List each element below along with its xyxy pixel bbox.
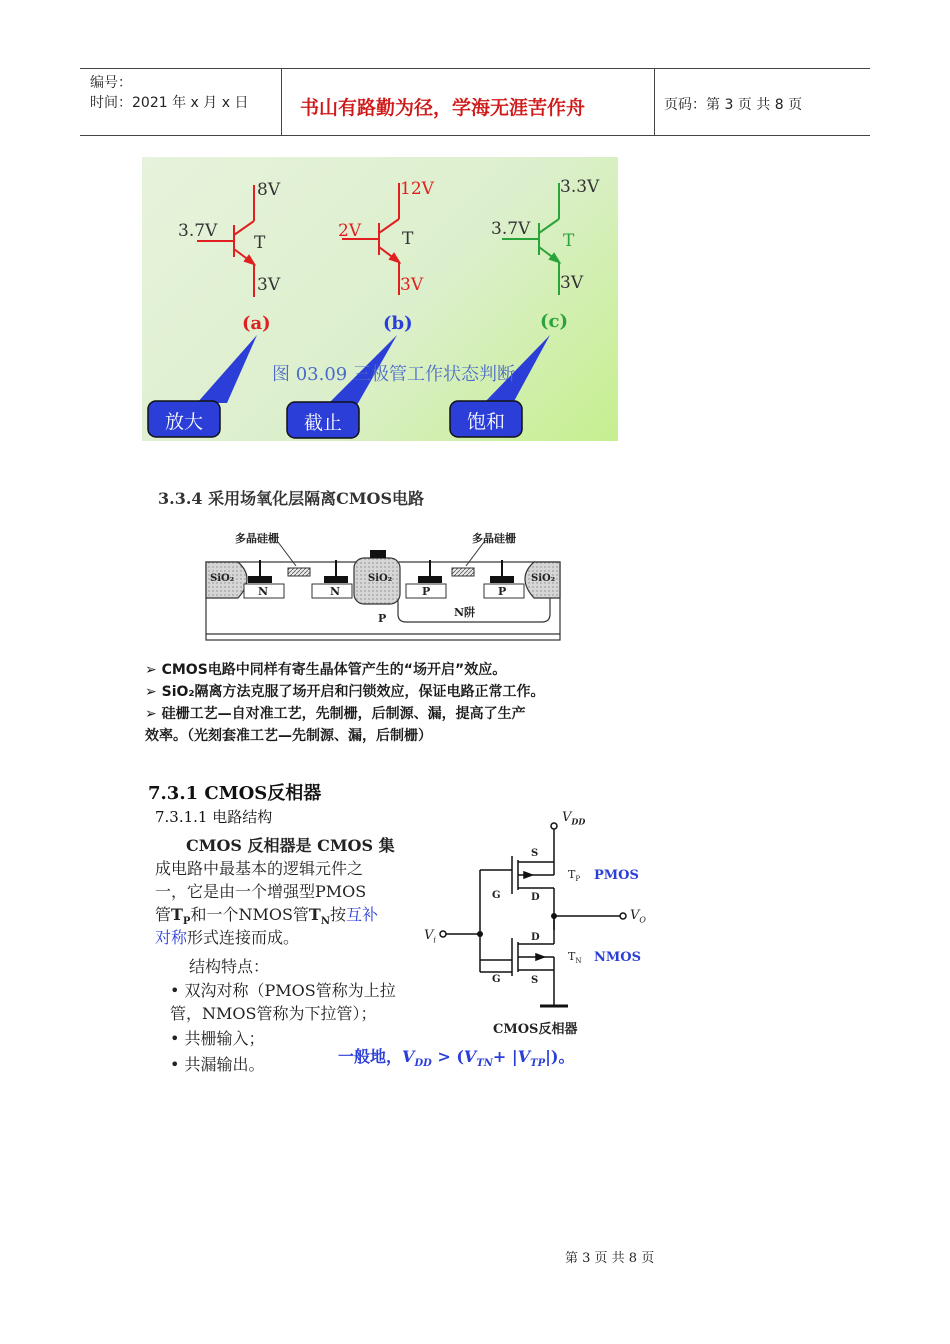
- nmos-drain-label: D: [531, 932, 540, 943]
- a-t-label: T: [254, 233, 266, 253]
- pmos-drain-label: D: [531, 892, 540, 903]
- page-indicator: 页码：第 3 页 共 8 页: [664, 97, 803, 113]
- symmetric-link[interactable]: 对称: [155, 928, 188, 947]
- b-base-voltage: 2V: [338, 221, 362, 241]
- transistor-a: [197, 185, 254, 297]
- p-substrate-label: P: [378, 612, 387, 625]
- inverter-caption: CMOS反相器: [493, 1022, 578, 1037]
- header-motto: 书山有路勤为径，学海无涯苦作舟: [300, 97, 586, 119]
- b-t-label: T: [402, 229, 414, 249]
- doc-number-label: 编号：: [90, 75, 132, 91]
- para-line-4-b: 和一个NMOS管: [190, 905, 309, 924]
- bullet-1: ➢ CMOS电路中同样有寄生晶体管产生的“场开启”效应。: [145, 662, 507, 678]
- header-top-rule: [80, 68, 870, 69]
- feature-1: • 双沟对称（PMOS管称为上拉: [170, 981, 396, 1000]
- nmos-gate-label: G: [492, 974, 501, 985]
- tp-symbol: $T_P$: [171, 905, 191, 928]
- para-line-4-a: 管: [155, 905, 172, 924]
- feature-2: • 共栅输入；: [170, 1029, 265, 1048]
- transistor-state-figure: [142, 157, 618, 441]
- b-collector-voltage: 12V: [400, 179, 434, 199]
- c-label: (c): [540, 311, 568, 332]
- para-line-5: [155, 926, 299, 949]
- feature-3: • 共漏输出。: [170, 1055, 265, 1074]
- vo-label: $V_O$: [630, 908, 646, 925]
- section-7311-title: 7.3.1.1 电路结构: [155, 808, 273, 826]
- n-diffusion-2: N: [330, 585, 341, 598]
- header-divider-2: [654, 68, 655, 136]
- state-saturate: 饱和: [467, 411, 506, 433]
- section-334-title: 3.3.4 采用场氧化层隔离CMOS电路: [158, 489, 425, 508]
- nmos-source-label: S: [531, 975, 539, 986]
- b-label: (b): [383, 313, 413, 334]
- b-emitter-voltage: 3V: [400, 275, 424, 295]
- figure1-caption: 图 03.09 三极管工作状态判断: [272, 364, 515, 385]
- doc-time-label: 时间：2021 年 x 月 x 日: [90, 95, 249, 111]
- sio2-right: SiO₂: [531, 573, 556, 584]
- a-base-voltage: 3.7V: [178, 221, 218, 241]
- section-731-title: 7.3.1 CMOS反相器: [148, 783, 322, 804]
- para-line-2: 成电路中最基本的逻辑元件之: [155, 859, 364, 878]
- feature-1-cont: 管，NMOS管称为下拉管）；: [170, 1004, 377, 1023]
- cmos-inverter-circuit: [420, 810, 660, 1040]
- tp-label: $T_P$: [568, 868, 581, 884]
- state-cutoff: 截止: [304, 412, 343, 434]
- c-collector-voltage: 3.3V: [560, 177, 600, 197]
- bullet-2: ➢ SiO₂隔离方法克服了场开启和闩锁效应，保证电路正常工作。: [145, 684, 545, 700]
- features-title: 结构特点：: [189, 957, 270, 976]
- footer-page: 第 3 页 共 8 页: [565, 1251, 655, 1266]
- p-diffusion-2: P: [498, 585, 507, 598]
- poly-label-right: 多晶硅栅: [472, 532, 516, 545]
- a-label: (a): [242, 313, 271, 334]
- header-bottom-rule: [80, 135, 870, 136]
- pmos-gate-label: G: [492, 890, 501, 901]
- bullet-3-cont: 效率。（光刻套准工艺—先制源、漏，后制栅）: [145, 728, 432, 744]
- poly-label-left: 多晶硅栅: [235, 532, 279, 545]
- n-diffusion-1: N: [258, 585, 269, 598]
- para-line-5-rest: 形式连接而成。: [187, 928, 300, 947]
- inverter-schematic: [420, 810, 660, 1040]
- header-divider-1: [281, 68, 282, 136]
- transistor-c: [502, 183, 559, 295]
- nmos-label: NMOS: [594, 950, 641, 965]
- para-line-1: CMOS 反相器是 CMOS 集: [186, 836, 395, 855]
- para-line-4-c: 按: [329, 905, 346, 924]
- c-t-label: T: [563, 231, 575, 251]
- p-diffusion-1: P: [422, 585, 431, 598]
- tn-symbol: $T_N$: [308, 905, 330, 928]
- callout-pointer-a: [197, 335, 257, 403]
- pmos-source-label: S: [531, 848, 539, 859]
- tn-label: $T_N$: [568, 950, 582, 966]
- a-emitter-voltage: 3V: [257, 275, 281, 295]
- pmos-label: PMOS: [594, 868, 639, 883]
- vdd-label: $V_{DD}$: [562, 810, 586, 827]
- c-base-voltage: 3.7V: [491, 219, 531, 239]
- a-collector-voltage: 8V: [257, 180, 281, 200]
- sio2-left: SiO₂: [210, 573, 235, 584]
- vdd-condition: 一般地，$V_{DD} > (V_{TN}+ |V_{TP}|)$。: [338, 1047, 575, 1070]
- n-well-label: N阱: [454, 606, 476, 619]
- c-emitter-voltage: 3V: [560, 273, 584, 293]
- transistor-diagrams: [142, 157, 618, 441]
- bullet-3: ➢ 硅栅工艺—自对准工艺，先制栅，后制源、漏，提高了生产: [145, 706, 526, 722]
- sio2-middle: SiO₂: [368, 573, 393, 584]
- complementary-link[interactable]: 互补: [345, 905, 378, 924]
- vi-label: $V_i$: [424, 928, 436, 945]
- field-oxide-cross-section: [200, 526, 570, 648]
- state-amplify: 放大: [165, 411, 204, 433]
- para-line-3: 一，它是由一个增强型PMOS: [155, 882, 367, 901]
